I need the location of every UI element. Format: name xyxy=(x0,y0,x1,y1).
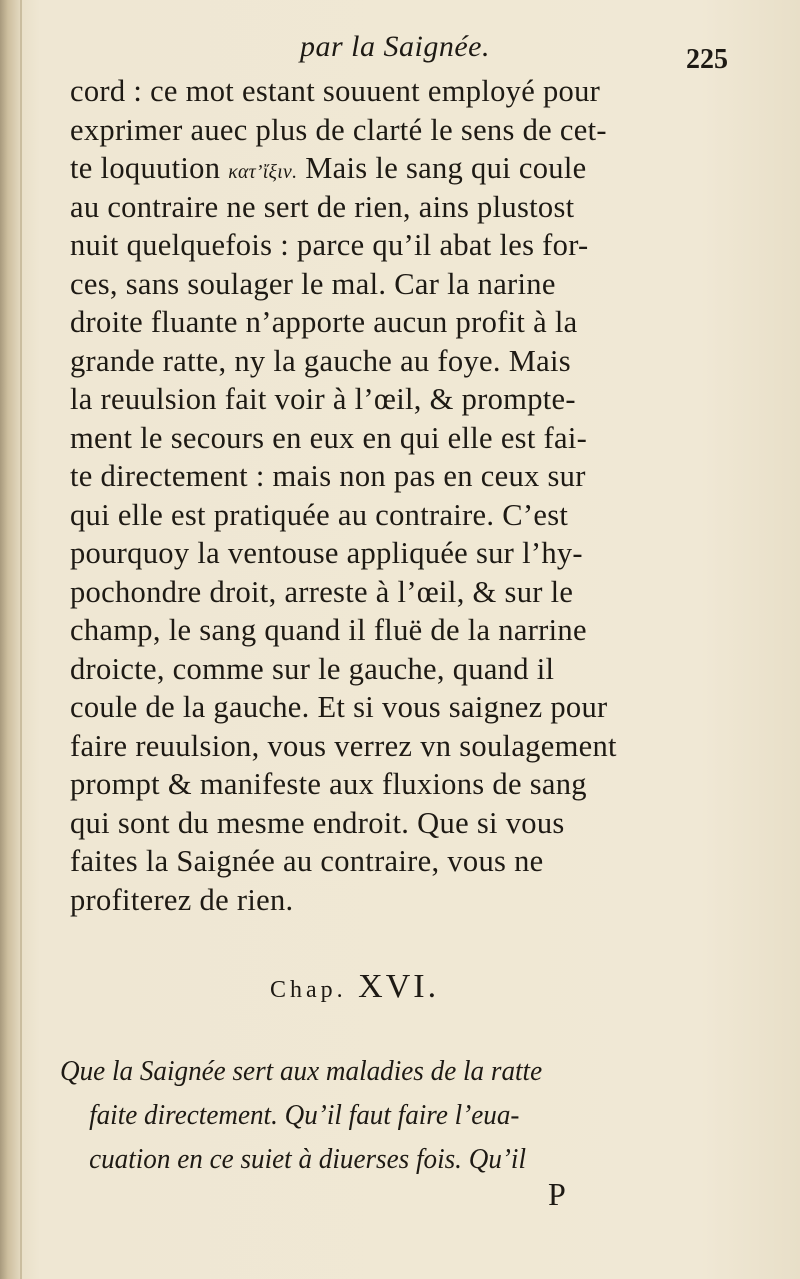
text-line: exprimer auec plus de clarté le sens de cet- xyxy=(70,111,607,147)
text-line: te directement : mais non pas en ceux sur xyxy=(70,458,586,493)
text-line: au contraire ne sert de rien, ains plustost xyxy=(70,188,575,224)
text-line: cord : ce mot estant souuent employé pour xyxy=(70,73,601,108)
summary-line: Que la Saignée sert aux maladies de la ratte xyxy=(60,1056,543,1087)
page-number: 225 xyxy=(686,44,728,75)
text-line: pourquoy la ventouse appliquée sur l’hy- xyxy=(70,535,583,570)
text-segment: Mais le sang qui coule xyxy=(305,150,587,185)
text-line: grande ratte, ny la gauche au foye. Mais xyxy=(70,342,571,378)
summary-line: cuation en ce suiet à diuerses fois. Qu’il xyxy=(89,1144,527,1175)
text-line: nuit quelquefois : parce qu’il abat les for- xyxy=(70,227,589,262)
catchword: P xyxy=(548,1176,566,1212)
text-segment: te loquution xyxy=(70,150,221,185)
text-line: droite fluante n’apporte aucun profit à la xyxy=(70,304,578,339)
chapter-prefix: Chap. xyxy=(270,977,347,1003)
text-line: faites la Saignée au contraire, vous ne xyxy=(70,843,544,878)
text-line: prompt & manifeste aux fluxions de sang xyxy=(70,766,587,801)
text-line: faire reuulsion, vous verrez vn soulagement xyxy=(70,727,617,763)
page-gutter xyxy=(0,0,20,1279)
chapter-summary xyxy=(60,1050,700,1182)
text-line: profiterez de rien. xyxy=(70,881,294,917)
text-line: la reuulsion fait voir à l’œil, & prompte- xyxy=(70,381,576,416)
body-text xyxy=(70,72,730,919)
text-line: ces, sans soulager le mal. Car la narine xyxy=(70,265,556,301)
text-line: droicte, comme sur le gauche, quand il xyxy=(70,650,555,686)
text-line: ment le secours en eux en qui elle est fai- xyxy=(70,419,588,455)
text-line: champ, le sang quand il fluë de la narrine xyxy=(70,612,587,647)
text-line: coule de la gauche. Et si vous saignez pour xyxy=(70,689,608,724)
chapter-numeral: XVI. xyxy=(358,968,440,1005)
summary-line: faite directement. Qu’il faut faire l’eua- xyxy=(89,1100,520,1131)
running-head: par la Saignée. xyxy=(300,30,490,63)
gutter-edge xyxy=(20,0,22,1279)
text-line: qui sont du mesme endroit. Que si vous xyxy=(70,804,565,840)
text-line: pochondre droit, arreste à l’œil, & sur le xyxy=(70,573,574,609)
chapter-heading xyxy=(270,968,439,1006)
text-line xyxy=(70,149,720,188)
text-line: qui elle est pratiquée au contraire. C’est xyxy=(70,496,569,532)
greek-word: κατ’ἴξιν. xyxy=(228,161,298,183)
